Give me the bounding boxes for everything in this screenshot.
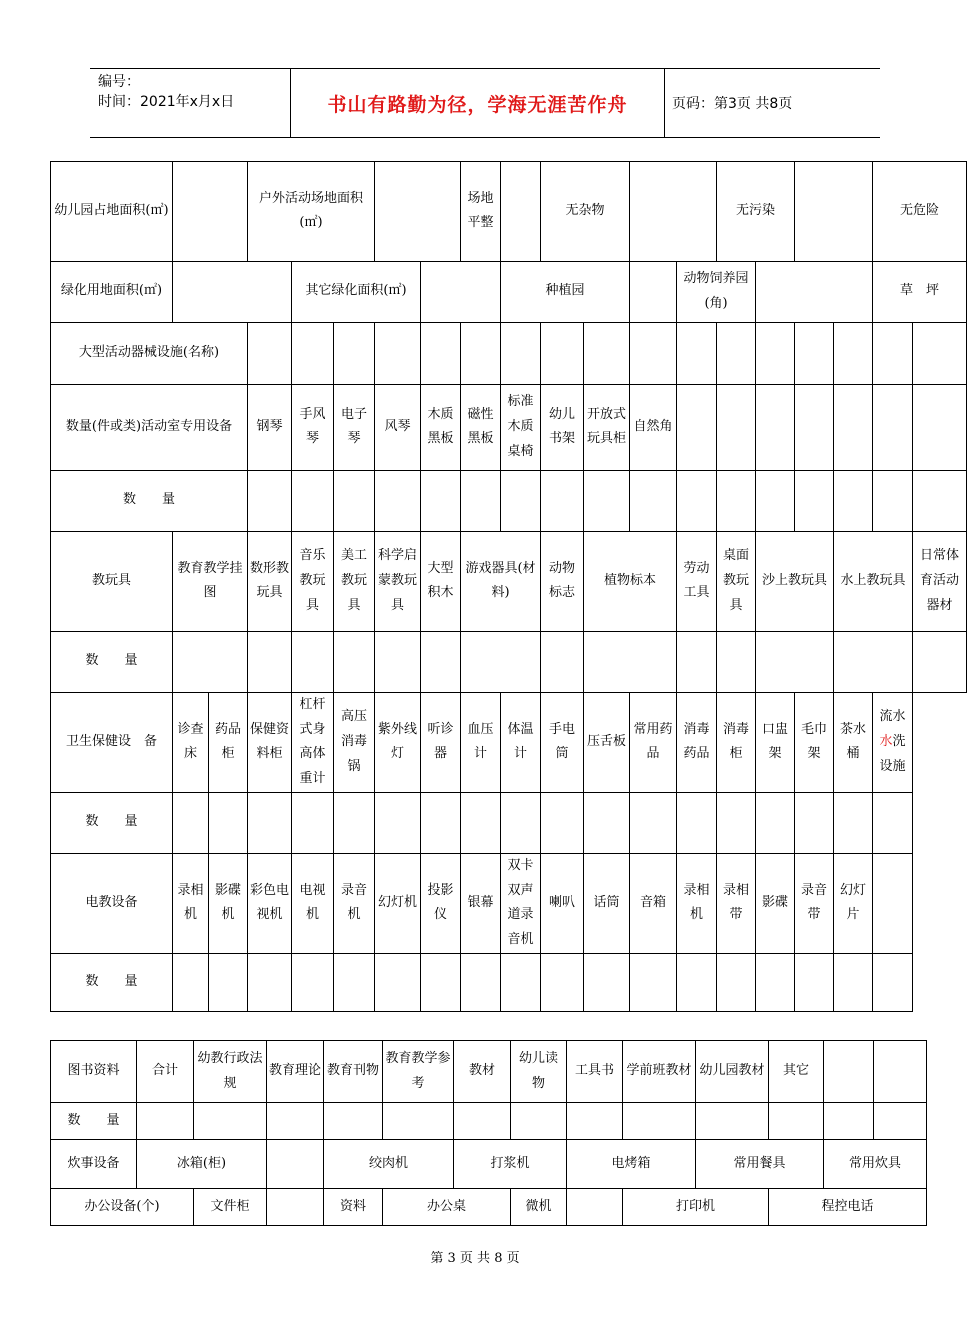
cell-no-danger: 无危险 bbox=[873, 162, 967, 262]
cell-large-equipment: 大型活动器械设施(名称) bbox=[51, 322, 248, 384]
item-cell: 标准木质桌椅 bbox=[501, 384, 541, 470]
cell-no-pollution: 无污染 bbox=[717, 162, 795, 262]
item-cell: 保健资料柜 bbox=[248, 692, 292, 792]
cell-quantity-label: 数 量 bbox=[51, 631, 173, 692]
cell-blank bbox=[421, 261, 501, 322]
item-cell: 音乐教玩具 bbox=[292, 531, 334, 631]
cell-blank bbox=[756, 261, 873, 322]
item-cell: 影碟机 bbox=[209, 853, 248, 953]
item-cell: 风琴 bbox=[375, 384, 421, 470]
cell-blank bbox=[375, 162, 461, 262]
time-label: 时间：2021年x月x日 bbox=[98, 94, 235, 110]
page-header bbox=[90, 68, 880, 138]
item-cell: 紫外线灯 bbox=[375, 692, 421, 792]
item-cell: 血压计 bbox=[461, 692, 501, 792]
item-cell: 毛巾架 bbox=[795, 692, 834, 792]
item-cell: 打印机 bbox=[623, 1189, 769, 1226]
item-cell: 微机 bbox=[511, 1189, 567, 1226]
item-cell: 冰箱(柜) bbox=[137, 1140, 267, 1189]
item-cell: 幼儿读物 bbox=[511, 1041, 567, 1103]
item-cell: 工具书 bbox=[567, 1041, 623, 1103]
item-cell: 数形教玩具 bbox=[248, 531, 292, 631]
item-cell: 绞肉机 bbox=[324, 1140, 454, 1189]
item-cell: 美工教玩具 bbox=[334, 531, 375, 631]
item-cell: 消毒药品 bbox=[677, 692, 717, 792]
item-cell: 压舌板 bbox=[584, 692, 630, 792]
item-cell: 手风琴 bbox=[292, 384, 334, 470]
item-cell: 影碟 bbox=[756, 853, 795, 953]
item-cell: 常用药品 bbox=[630, 692, 677, 792]
cell-av-equipment: 电教设备 bbox=[51, 853, 173, 953]
cell-no-debris: 无杂物 bbox=[541, 162, 630, 262]
quantity-row bbox=[51, 470, 967, 531]
item-cell: 高压消毒锅 bbox=[334, 692, 375, 792]
cell-lawn: 草 坪 bbox=[873, 261, 967, 322]
number-label: 编号： bbox=[98, 74, 140, 90]
cell-quantity-label: 数 量 bbox=[51, 470, 248, 531]
item-cell: 合计 bbox=[137, 1041, 194, 1103]
item-cell: 植物标本 bbox=[584, 531, 677, 631]
teaching-toys-row bbox=[51, 531, 967, 631]
av-equipment-row bbox=[51, 853, 967, 953]
item-cell: 双卡双声道录音机 bbox=[501, 853, 541, 953]
page-footer: 第 3 页 共 8 页 bbox=[430, 1251, 520, 1266]
kitchen-row bbox=[51, 1140, 927, 1189]
item-cell: 劳动工具 bbox=[677, 531, 717, 631]
large-equipment-row bbox=[51, 322, 967, 384]
item-cell: 听诊器 bbox=[421, 692, 461, 792]
site-row bbox=[51, 162, 967, 262]
item-cell: 程控电话 bbox=[769, 1189, 927, 1226]
cell-flat-site: 场地平整 bbox=[461, 162, 501, 262]
cell-blank bbox=[795, 162, 873, 262]
item-cell: 钢琴 bbox=[248, 384, 292, 470]
item-cell: 电子琴 bbox=[334, 384, 375, 470]
item-cell: 茶水桶 bbox=[834, 692, 873, 792]
item-cell: 开放式玩具柜 bbox=[584, 384, 630, 470]
item-cell: 电视机 bbox=[292, 853, 334, 953]
item-cell: 幼儿书架 bbox=[541, 384, 584, 470]
item-cell: 诊查床 bbox=[173, 692, 209, 792]
classroom-equipment-row bbox=[51, 384, 967, 470]
item-cell: 木质黑板 bbox=[421, 384, 461, 470]
item-cell-running-water: 流水水洗设施 bbox=[873, 692, 913, 792]
books-row bbox=[51, 1041, 927, 1103]
cell-green-area: 绿化用地面积(㎡) bbox=[51, 261, 173, 322]
item-cell: 大型积木 bbox=[421, 531, 461, 631]
cell-kitchen: 炊事设备 bbox=[51, 1140, 137, 1189]
item-cell: 教育教学挂图 bbox=[173, 531, 248, 631]
item-cell: 其它 bbox=[769, 1041, 824, 1103]
item-cell: 资料 bbox=[324, 1189, 383, 1226]
greenery-row bbox=[51, 261, 967, 322]
office-row bbox=[51, 1189, 927, 1226]
item-cell: 科学启蒙教玩具 bbox=[375, 531, 421, 631]
item-cell: 游戏器具(材料) bbox=[461, 531, 541, 631]
item-cell: 办公桌 bbox=[383, 1189, 511, 1226]
item-cell: 录音机 bbox=[334, 853, 375, 953]
item-cell: 录音带 bbox=[795, 853, 834, 953]
cell-quantity-label: 数 量 bbox=[51, 953, 173, 1011]
cell-blank bbox=[873, 853, 913, 953]
cell-blank bbox=[630, 261, 677, 322]
item-cell: 教育教学参考 bbox=[383, 1041, 454, 1103]
item-cell: 常用餐具 bbox=[696, 1140, 824, 1189]
item-cell: 药品柜 bbox=[209, 692, 248, 792]
item-cell: 桌面教玩具 bbox=[717, 531, 756, 631]
item-cell: 学前班教材 bbox=[623, 1041, 696, 1103]
cell-health-equipment: 卫生保健设 备 bbox=[51, 692, 173, 792]
item-cell: 银幕 bbox=[461, 853, 501, 953]
motto: 书山有路勤为径，学海无涯苦作舟 bbox=[290, 69, 665, 137]
item-cell: 杠杆式身高体重计 bbox=[292, 692, 334, 792]
equipment-table bbox=[50, 161, 967, 1012]
cell-blank bbox=[173, 162, 248, 262]
item-cell: 日常体育活动器材 bbox=[913, 531, 967, 631]
item-cell: 录相带 bbox=[717, 853, 756, 953]
health-equipment-row bbox=[51, 692, 967, 792]
item-cell: 幻灯机 bbox=[375, 853, 421, 953]
item-cell: 电烤箱 bbox=[567, 1140, 696, 1189]
item-cell: 教材 bbox=[454, 1041, 511, 1103]
item-cell: 投影仪 bbox=[421, 853, 461, 953]
cell-planting: 种植园 bbox=[501, 261, 630, 322]
item-cell: 话筒 bbox=[584, 853, 630, 953]
item-cell: 喇叭 bbox=[541, 853, 584, 953]
cell-quantity-label: 数 量 bbox=[51, 1103, 137, 1140]
item-cell: 沙上教玩具 bbox=[756, 531, 834, 631]
item-cell: 文件柜 bbox=[194, 1189, 267, 1226]
resources-table bbox=[50, 1040, 927, 1226]
item-cell: 音箱 bbox=[630, 853, 677, 953]
item-cell: 体温计 bbox=[501, 692, 541, 792]
cell-other-green: 其它绿化面积(㎡) bbox=[292, 261, 421, 322]
item-cell: 水上教玩具 bbox=[834, 531, 913, 631]
quantity-row bbox=[51, 631, 967, 692]
item-cell: 彩色电视机 bbox=[248, 853, 292, 953]
quantity-row bbox=[51, 1103, 927, 1140]
cell-kindergarten-area: 幼儿园占地面积(㎡) bbox=[51, 162, 173, 262]
quantity-row bbox=[51, 792, 967, 853]
cell-blank bbox=[173, 261, 292, 322]
item-cell: 幼儿园教材 bbox=[696, 1041, 769, 1103]
cell-blank bbox=[501, 162, 541, 262]
cell-quantity-label: 数 量 bbox=[51, 792, 173, 853]
item-cell: 教育理论 bbox=[267, 1041, 324, 1103]
page-label: 页码：第3页 共8页 bbox=[672, 96, 793, 112]
item-cell: 磁性黑板 bbox=[461, 384, 501, 470]
item-cell: 常用炊具 bbox=[824, 1140, 927, 1189]
cell-office: 办公设备(个) bbox=[51, 1189, 194, 1226]
cell-animal-garden: 动物饲养园(角) bbox=[677, 261, 756, 322]
item-cell: 手电筒 bbox=[541, 692, 584, 792]
cell-books: 图书资料 bbox=[51, 1041, 137, 1103]
item-cell: 幻灯片 bbox=[834, 853, 873, 953]
cell-blank bbox=[630, 162, 717, 262]
item-cell: 幼教行政法规 bbox=[194, 1041, 267, 1103]
quantity-row bbox=[51, 953, 967, 1011]
cell-classroom-equipment: 数量(件或类)活动室专用设备 bbox=[51, 384, 248, 470]
item-cell: 教育刊物 bbox=[324, 1041, 383, 1103]
item-cell: 消毒柜 bbox=[717, 692, 756, 792]
item-cell: 动物标志 bbox=[541, 531, 584, 631]
item-cell: 录相机 bbox=[173, 853, 209, 953]
cell-teaching-toys: 教玩具 bbox=[51, 531, 173, 631]
item-cell: 口盅架 bbox=[756, 692, 795, 792]
item-cell: 录相机 bbox=[677, 853, 717, 953]
header-meta bbox=[90, 69, 290, 137]
item-cell: 自然角 bbox=[630, 384, 677, 470]
cell-outdoor-area: 户外活动场地面积(㎡) bbox=[248, 162, 375, 262]
item-cell: 打浆机 bbox=[454, 1140, 567, 1189]
